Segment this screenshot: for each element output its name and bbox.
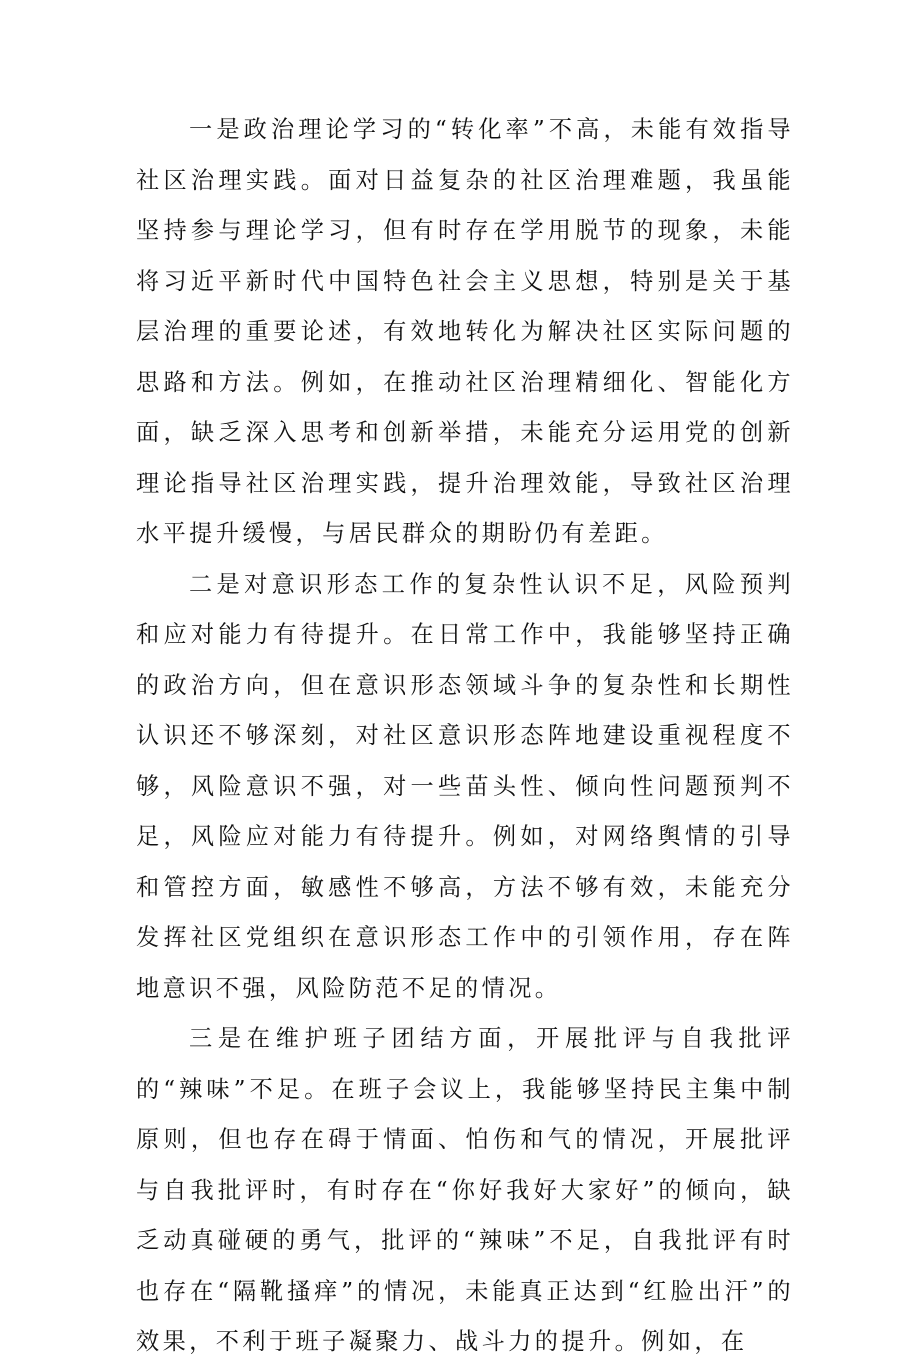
paragraph-1: 一是政治理论学习的“转化率”不高，未能有效指导社区治理实践。面对日益复杂的社区治理难题，我虽能坚持参与理论学习，但有时存在学用脱节的现象，未能将习近平新时代中国特色社会主义思想，特别是关于基层治理的重要论述，有效地转化为解决社区实际问题的思路和方法。例如，在推动社区治理精细化、智能化方面，缺乏深入思考和创新举措，未能充分运用党的创新理论指导社区治理实践，提升治理效能，导致社区治理水平提升缓慢，与居民群众的期盼仍有差距。 xyxy=(136,116,794,547)
document-body xyxy=(136,105,794,1368)
paragraph-3: 三是在维护班子团结方面，开展批评与自我批评的“辣味”不足。在班子会议上，我能够坚持民主集中制原则，但也存在碍于情面、怕伤和气的情况，开展批评与自我批评时，有时存在“你好我好大家好”的倾向，缺乏动真碰硬的勇气，批评的“辣味”不足，自我批评有时也存在“隔靴搔痒”的情况，未能真正达到“红脸出汗”的效果，不利于班子凝聚力、战斗力的提升。例如，在 xyxy=(136,1025,794,1355)
paragraph-2: 二是对意识形态工作的复杂性认识不足，风险预判和应对能力有待提升。在日常工作中，我能够坚持正确的政治方向，但在意识形态领域斗争的复杂性和长期性认识还不够深刻，对社区意识形态阵地建设重视程度不够，风险意识不强，对一些苗头性、倾向性问题预判不足，风险应对能力有待提升。例如，对网络舆情的引导和管控方面，敏感性不够高，方法不够有效，未能充分发挥社区党组织在意识形态工作中的引领作用，存在阵地意识不强，风险防范不足的情况。 xyxy=(136,570,794,1002)
